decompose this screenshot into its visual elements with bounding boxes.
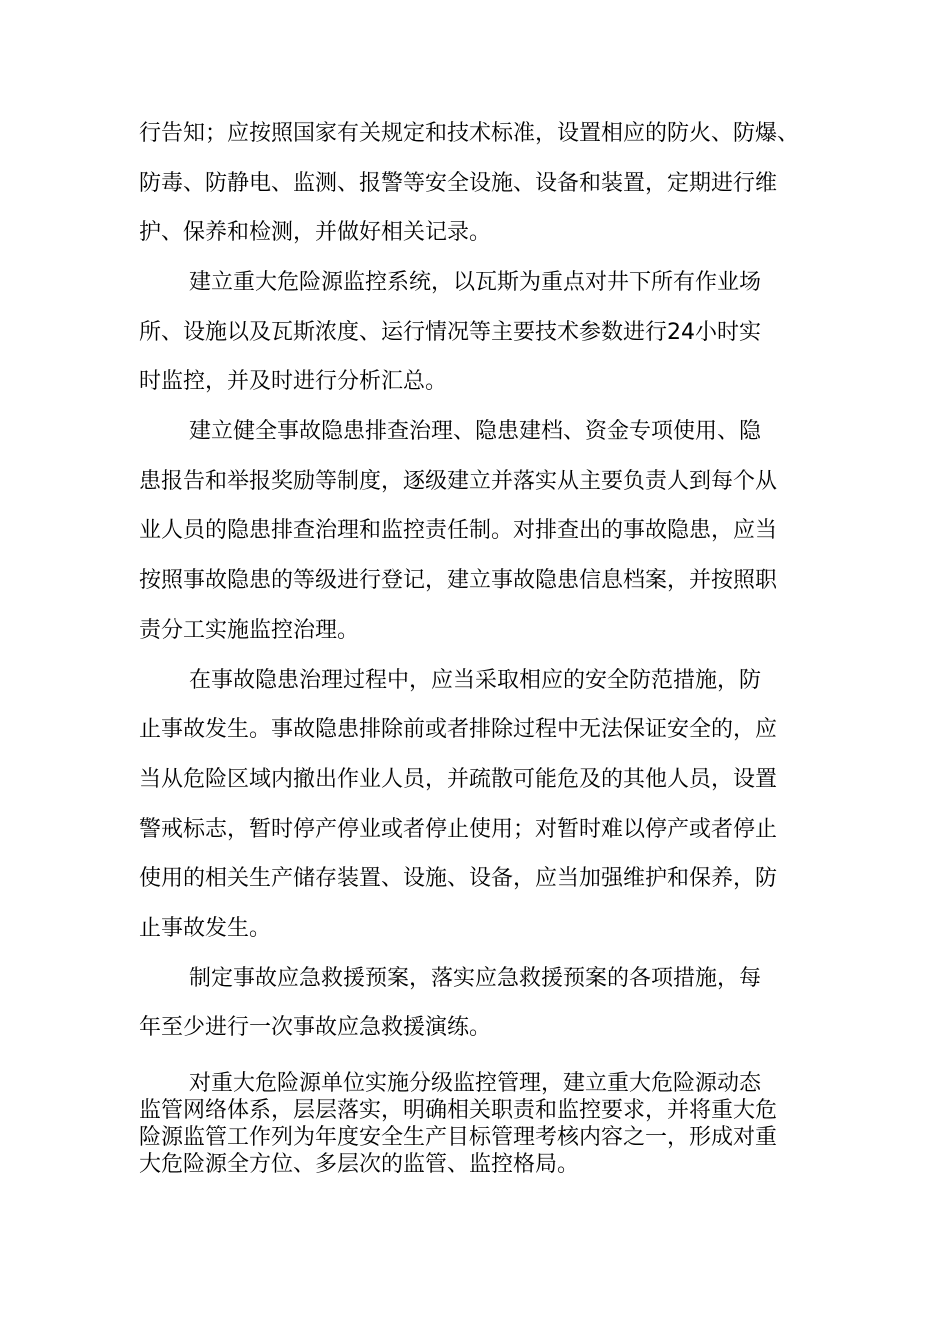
text-line: 险源监管工作列为年度安全生产目标管理考核内容之一，形成对重	[139, 1125, 778, 1150]
text-line: 护、保养和检测，并做好相关记录。	[139, 220, 492, 245]
text-line: 责分工实施监控治理。	[139, 618, 360, 643]
text-line: 按照事故隐患的等级进行登记，建立事故隐患信息档案，并按照职	[139, 568, 778, 593]
text-line: 止事故发生。	[139, 916, 272, 941]
text-line: 对重大危险源单位实施分级监控管理，建立重大危险源动态	[189, 1071, 762, 1096]
text-line: 使用的相关生产储存装置、设施、设备，应当加强维护和保养，防	[139, 866, 778, 891]
text-line: 止事故发生。事故隐患排除前或者排除过程中无法保证安全的，应	[139, 717, 778, 742]
text-line: 所、设施以及瓦斯浓度、运行情况等主要技术参数进行24小时实	[139, 320, 761, 345]
text-line: 年至少进行一次事故应急救援演练。	[139, 1015, 492, 1040]
text-line: 建立健全事故隐患排查治理、隐患建档、资金专项使用、隐	[189, 419, 762, 444]
text-line: 业人员的隐患排查治理和监控责任制。对排查出的事故隐患，应当	[139, 518, 778, 543]
text-line: 建立重大危险源监控系统，以瓦斯为重点对井下所有作业场	[189, 270, 762, 295]
text-line: 在事故隐患治理过程中，应当采取相应的安全防范措施，防	[189, 668, 762, 693]
text-line: 警戒标志，暂时停产停业或者停止使用；对暂时难以停产或者停止	[139, 817, 778, 842]
text-line: 制定事故应急救援预案，落实应急救援预案的各项措施，每	[189, 966, 762, 991]
text-line: 大危险源全方位、多层次的监管、监控格局。	[139, 1152, 580, 1177]
text-line: 当从危险区域内撤出作业人员，并疏散可能危及的其他人员，设置	[139, 767, 778, 792]
text-line: 时监控，并及时进行分析汇总。	[139, 369, 448, 394]
text-line: 防毒、防静电、监测、报警等安全设施、设备和装置，定期进行维	[139, 171, 778, 196]
text-line: 患报告和举报奖励等制度，逐级建立并落实从主要负责人到每个从	[139, 469, 778, 494]
text-line: 行告知；应按照国家有关规定和技术标准，设置相应的防火、防爆、	[139, 121, 800, 146]
text-line: 监管网络体系，层层落实，明确相关职责和监控要求，并将重大危	[139, 1098, 778, 1123]
